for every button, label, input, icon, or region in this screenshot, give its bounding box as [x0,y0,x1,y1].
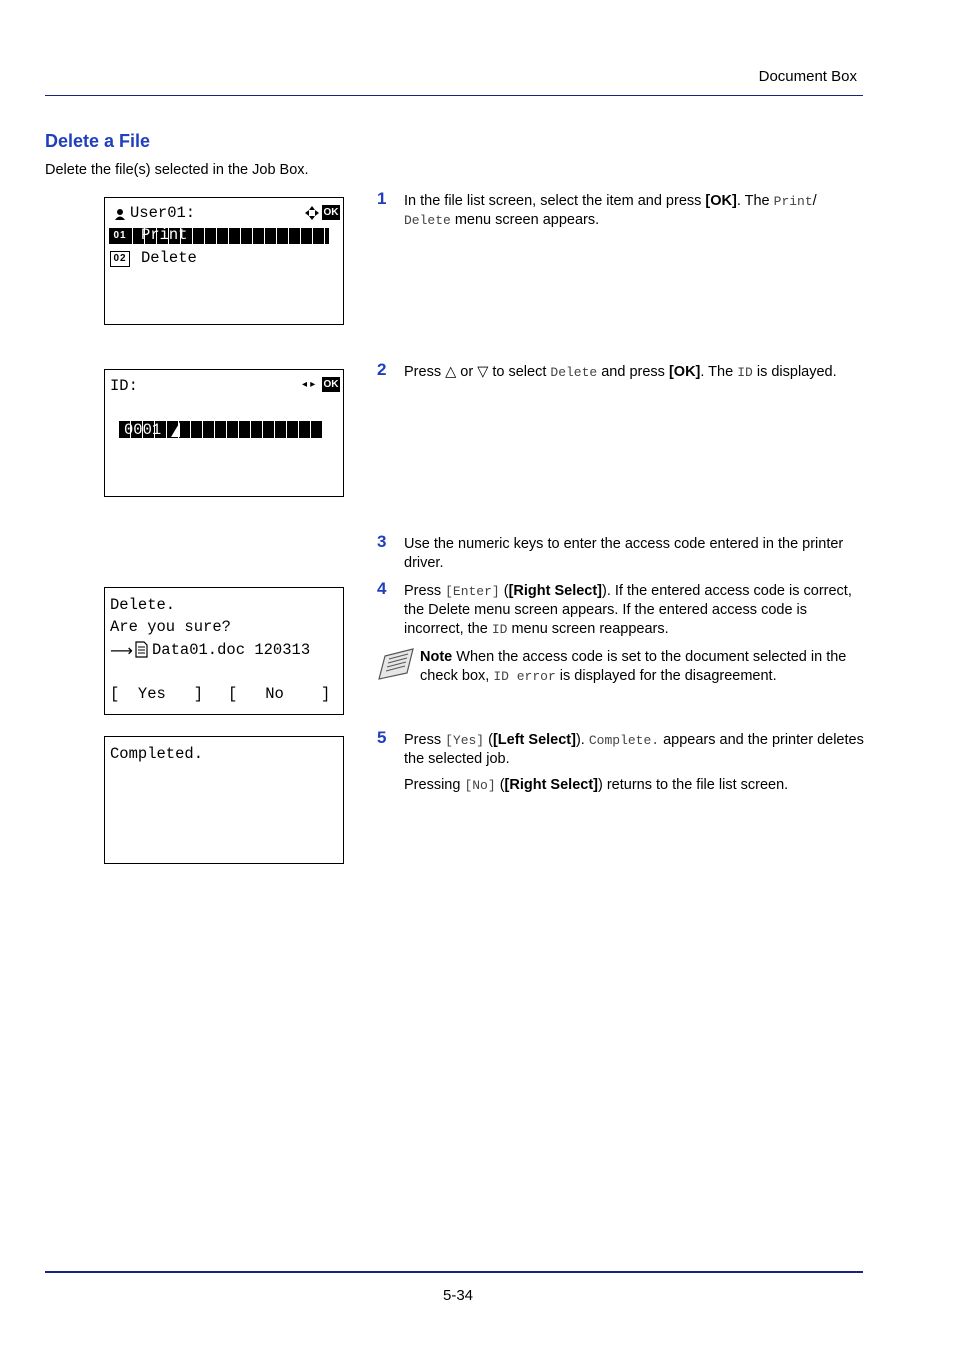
id-label: ID: [110,377,138,395]
screen-term: ID error [493,669,556,684]
section-intro: Delete the file(s) selected in the Job Box. [45,162,309,178]
note-label: Note [420,649,453,665]
confirm-line-2: Are you sure? [110,618,231,636]
item-number-badge: 02 [110,251,130,267]
header-title: Document Box [758,68,857,85]
screen-term: ID [491,622,508,637]
section-title: Delete a File [45,131,151,151]
ok-key-icon: OK [323,207,339,218]
step-number: 4 [377,579,387,598]
key-label: [OK] [668,364,701,380]
ok-key-icon: OK [323,379,339,390]
step-text: and press [597,364,669,380]
step-text: appears and the printer deletes the selected job. [404,732,864,767]
step-text: ). [575,732,589,748]
step-text: ( [484,732,493,748]
step-2-text [404,363,864,382]
step-text: In the file list screen, select the item and press [404,193,706,209]
four-way-arrow-icon [304,205,320,221]
step-text: Press △ or ▽ to select [404,364,551,380]
step-text: is displayed. [752,364,837,380]
screen-term: ID [737,365,753,380]
menu-item-print[interactable]: Print [141,226,188,244]
document-icon [135,641,148,658]
step-text: menu screen reappears. [507,621,669,637]
step-number: 3 [377,532,387,551]
screen-term: [Enter] [445,584,500,599]
screen-completed [104,736,344,864]
step-5-text [404,731,864,769]
key-label: [OK] [705,193,737,209]
step-text: Press [404,732,446,748]
step-number: 2 [377,360,387,379]
step-3-text: Use the numeric keys to enter the access code entered in the printer driver. [404,536,844,571]
key-label: [Right Select] [504,777,598,793]
step-text: ) returns to the file list screen. [597,777,789,793]
step-text: ( [499,583,509,599]
left-right-arrow-icon: ◂ ▸ [302,379,316,390]
completed-message: Completed. [110,745,204,763]
screen-term: [Yes] [445,733,485,748]
key-label: [Right Select] [508,583,603,599]
note-icon [377,646,415,682]
step-text: . The [700,364,738,380]
step-number: 1 [377,189,387,208]
menu-item-delete[interactable]: Delete [141,249,197,267]
step-text: . The [736,193,774,209]
file-name: Data01.doc 120313 [152,641,311,659]
step-text: menu screen appears. [450,212,600,228]
item-number-badge: 01 [110,228,130,244]
screen-title: User01: [130,204,196,222]
step-text: ). If the entered access code is correct, the Delete menu screen appears. If the entered access code is incorrect, the [404,583,852,637]
right-arrow-icon: ⟶ [110,641,133,660]
confirm-line-1: Delete. [110,596,176,614]
no-softkey[interactable]: [ No ] [228,685,331,703]
footer-rule [45,1271,863,1273]
step-number: 5 [377,728,387,747]
screen-term: [No] [464,778,496,793]
step-text: / [812,193,817,209]
screen-term: Delete [404,213,451,228]
screen-term: Complete. [588,733,660,748]
key-label: [Left Select] [492,732,576,748]
screen-file-menu [104,197,344,325]
note-text [420,648,864,686]
id-input-value: 0001 [124,421,162,439]
screen-delete-confirm [104,587,344,715]
yes-softkey[interactable]: [ Yes ] [110,685,204,703]
page-number: 5-34 [442,1287,474,1304]
screen-term: Delete [550,365,598,380]
step-1-text [404,192,864,230]
screen-id-entry [104,369,344,497]
screen-term: Print [773,194,813,209]
step-text: When the access code is set to the document selected in the check box, [420,649,847,684]
step-text: Pressing [404,777,465,793]
step-text: is displayed for the disagreement. [555,668,777,684]
step-text: Press [404,583,446,599]
user-icon [114,208,126,220]
step-text: ( [495,777,505,793]
step-5-text-2 [404,776,864,795]
cursor-icon [171,422,180,437]
header-rule [45,95,863,96]
step-4-text [404,582,864,639]
